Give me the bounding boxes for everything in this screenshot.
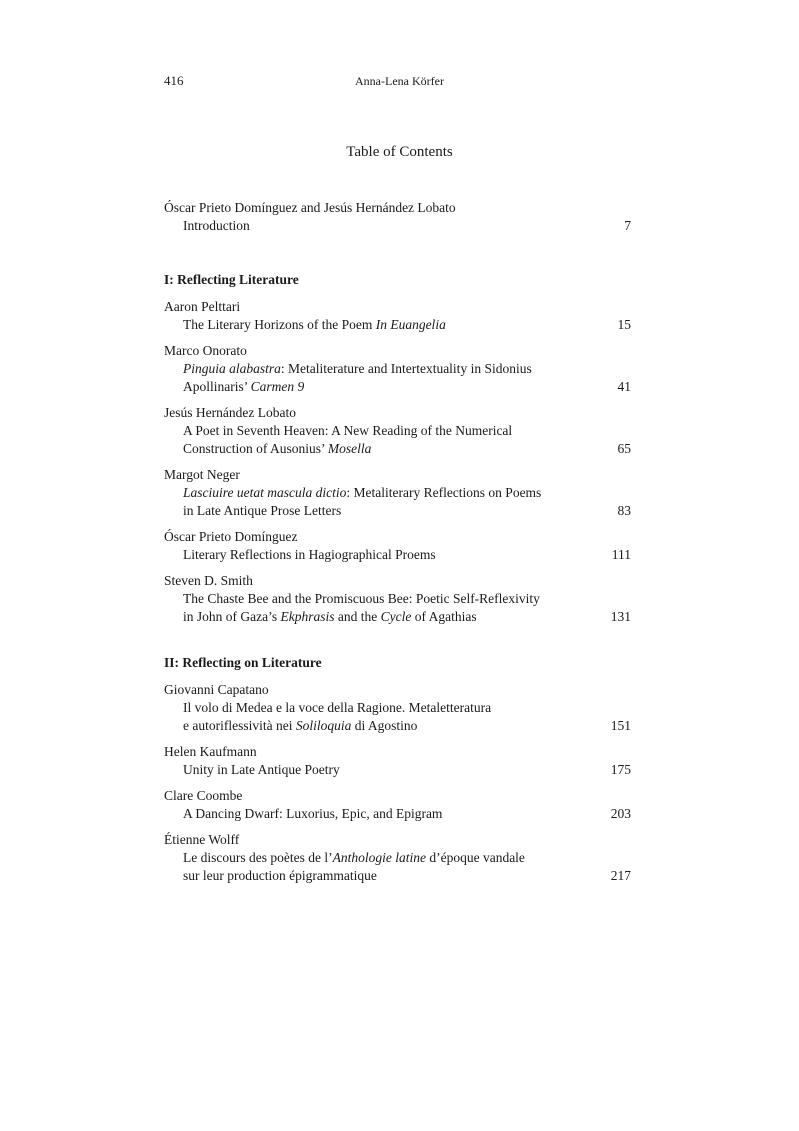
entry-page-number: 131 bbox=[610, 609, 631, 624]
section-heading: II: Reflecting on Literature bbox=[164, 655, 322, 670]
toc-entry[interactable] bbox=[164, 404, 631, 458]
entry-title: Literary Reflections in Hagiographical Proems bbox=[183, 547, 436, 562]
entry-title: Il volo di Medea e la voce della Ragione. Metaletteratura e autoriflessività nei Soliloquia di Agostino bbox=[183, 700, 492, 733]
entry-page-number: 83 bbox=[617, 503, 631, 518]
entry-page-number: 15 bbox=[617, 317, 631, 332]
toc-entry[interactable] bbox=[164, 199, 631, 235]
toc-entry[interactable] bbox=[164, 572, 631, 626]
entry-author: Jesús Hernández Lobato bbox=[164, 405, 296, 420]
toc-entry[interactable] bbox=[164, 831, 631, 885]
entry-title: The Chaste Bee and the Promiscuous Bee: Poetic Self-Reflexivity in John of Gaza’s Ekphrasis and the Cycle of Agathias bbox=[183, 591, 540, 624]
toc-entry[interactable] bbox=[164, 466, 631, 520]
entry-title: Unity in Late Antique Poetry bbox=[183, 762, 340, 777]
page-number: 416 bbox=[164, 73, 184, 88]
entry-page-number: 203 bbox=[610, 806, 631, 821]
entry-title: Introduction bbox=[183, 218, 250, 233]
toc-section bbox=[164, 654, 631, 885]
toc-entry[interactable] bbox=[164, 298, 631, 334]
entry-author: Steven D. Smith bbox=[164, 573, 253, 588]
entry-title: Pinguia alabastra: Metaliterature and Intertextuality in Sidonius Apollinaris’ Carmen 9 bbox=[183, 361, 532, 394]
toc-entry[interactable] bbox=[164, 743, 631, 779]
entry-author: Clare Coombe bbox=[164, 788, 243, 803]
running-head: Anna-Lena Körfer bbox=[355, 74, 444, 88]
section-heading: I: Reflecting Literature bbox=[164, 272, 299, 287]
entry-page-number: 175 bbox=[610, 762, 631, 777]
entry-author: Aaron Pelttari bbox=[164, 299, 241, 314]
toc-entry[interactable] bbox=[164, 342, 631, 396]
entry-page-number: 41 bbox=[617, 379, 631, 394]
toc-title: Table of Contents bbox=[346, 144, 453, 160]
entry-page-number: 7 bbox=[624, 218, 631, 233]
entry-author: Margot Neger bbox=[164, 467, 240, 482]
entry-title: Lasciuire uetat mascula dictio: Metaliterary Reflections on Poems in Late Antique Prose Letters bbox=[183, 485, 542, 518]
toc-section bbox=[164, 271, 631, 626]
toc-entry[interactable] bbox=[164, 787, 631, 823]
entry-title: Le discours des poètes de l’Anthologie latine d’époque vandale sur leur production épigrammatique bbox=[183, 850, 525, 883]
table-of-contents bbox=[164, 199, 631, 913]
entry-author: Giovanni Capatano bbox=[164, 682, 269, 697]
entry-author: Helen Kaufmann bbox=[164, 744, 257, 759]
entry-author: Óscar Prieto Domínguez and Jesús Hernández Lobato bbox=[164, 200, 456, 215]
entry-author: Óscar Prieto Domínguez bbox=[164, 529, 298, 544]
entry-author: Marco Onorato bbox=[164, 343, 247, 358]
entry-author: Étienne Wolff bbox=[164, 832, 240, 847]
entry-title: A Dancing Dwarf: Luxorius, Epic, and Epigram bbox=[183, 806, 443, 821]
toc-entry[interactable] bbox=[164, 681, 631, 735]
entry-title: The Literary Horizons of the Poem In Euangelia bbox=[183, 317, 446, 332]
entry-title: A Poet in Seventh Heaven: A New Reading of the Numerical Construction of Ausonius’ Mosella bbox=[183, 423, 513, 456]
toc-entry[interactable] bbox=[164, 528, 631, 564]
entry-page-number: 111 bbox=[611, 547, 631, 562]
entry-page-number: 217 bbox=[610, 868, 631, 883]
entry-page-number: 151 bbox=[610, 718, 631, 733]
entry-page-number: 65 bbox=[617, 441, 631, 456]
